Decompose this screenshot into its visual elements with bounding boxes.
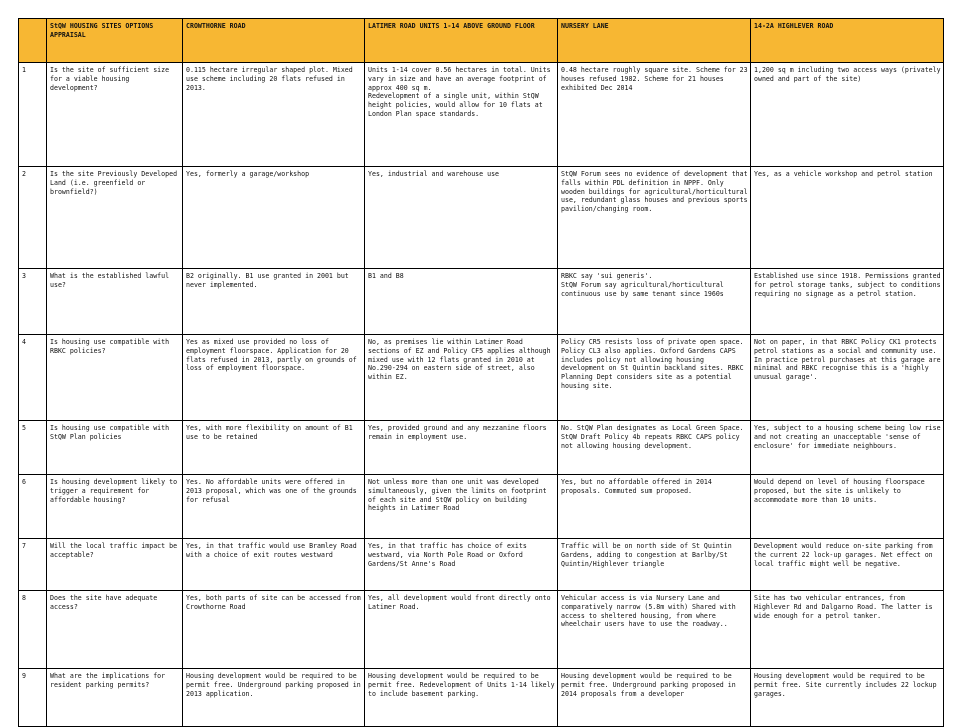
answer-latimer: Yes, all development would front directly onto Latimer Road. bbox=[365, 591, 558, 669]
row-question: Will the local traffic impact be acceptable? bbox=[47, 539, 183, 591]
table-row bbox=[19, 539, 944, 591]
table-row bbox=[19, 591, 944, 669]
answer-nursery: No. StQW Plan designates as Local Green Space. StQW Draft Policy 4b repeats RBKC CAPS policy not allowing housing development. bbox=[558, 421, 751, 475]
answer-highlever: Not on paper, in that RBKC Policy CK1 protects petrol stations as a social and community use. In practice petrol purchases at this garage are minimal and RBKC recognise this is a 'highly unusual garage'. bbox=[751, 335, 944, 421]
answer-crowthorne: 0.115 hectare irregular shaped plot. Mixed use scheme including 20 flats refused in 2013. bbox=[183, 63, 365, 167]
answer-crowthorne: Yes, both parts of site can be accessed from Crowthorne Road bbox=[183, 591, 365, 669]
answer-highlever: Housing development would be required to be permit free. Site currently includes 22 lockup garages. bbox=[751, 669, 944, 727]
row-question: What are the implications for resident parking permits? bbox=[47, 669, 183, 727]
table-row bbox=[19, 421, 944, 475]
answer-latimer: Yes, industrial and warehouse use bbox=[365, 167, 558, 269]
row-question: Is the site of sufficient size for a viable housing development? bbox=[47, 63, 183, 167]
header-number-cell bbox=[19, 19, 47, 63]
row-number: 1 bbox=[19, 63, 47, 167]
table-row bbox=[19, 475, 944, 539]
table-row bbox=[19, 63, 944, 167]
table-row bbox=[19, 669, 944, 727]
answer-highlever: Would depend on level of housing floorspace proposed, but the site is unlikely to accommodate more than 10 units. bbox=[751, 475, 944, 539]
answer-highlever: 1,200 sq m including two access ways (privately owned and part of the site) bbox=[751, 63, 944, 167]
row-question: Is housing use compatible with RBKC policies? bbox=[47, 335, 183, 421]
answer-latimer: B1 and B8 bbox=[365, 269, 558, 335]
answer-nursery: Traffic will be on north side of St Quintin Gardens, adding to congestion at Barlby/St Quintin/Highlever triangle bbox=[558, 539, 751, 591]
row-question: What is the established lawful use? bbox=[47, 269, 183, 335]
header-title-cell: StQW HOUSING SITES OPTIONS APPRAISAL bbox=[47, 19, 183, 63]
header-site-crowthorne: CROWTHORNE ROAD bbox=[183, 19, 365, 63]
answer-nursery: StQW Forum sees no evidence of development that falls within PDL definition in NPPF. Only wooden buildings for agricultural/horticultural use, redundant glass houses and previous sports pavilion/changing room. bbox=[558, 167, 751, 269]
answer-latimer: No, as premises lie within Latimer Road sections of EZ and Policy CF5 applies although mixed use with 12 flats granted in 2010 at No.290-294 on eastern side of street, also within EZ. bbox=[365, 335, 558, 421]
answer-crowthorne: Yes, in that traffic would use Bramley Road with a choice of exit routes westward bbox=[183, 539, 365, 591]
row-number: 2 bbox=[19, 167, 47, 269]
header-site-highlever: 14-2A HIGHLEVER ROAD bbox=[751, 19, 944, 63]
answer-highlever: Development would reduce on-site parking from the current 22 lock-up garages. Net effect on local traffic might well be negative. bbox=[751, 539, 944, 591]
header-site-latimer: LATIMER ROAD UNITS 1-14 ABOVE GROUND FLOOR bbox=[365, 19, 558, 63]
row-number: 6 bbox=[19, 475, 47, 539]
row-number: 3 bbox=[19, 269, 47, 335]
answer-nursery: Yes, but no affordable offered in 2014 proposals. Commuted sum proposed. bbox=[558, 475, 751, 539]
answer-highlever: Yes, as a vehicle workshop and petrol station bbox=[751, 167, 944, 269]
answer-crowthorne: Yes, formerly a garage/workshop bbox=[183, 167, 365, 269]
row-question: Is the site Previously Developed Land (i.e. greenfield or brownfield?) bbox=[47, 167, 183, 269]
answer-nursery: Housing development would be required to be permit free. Underground parking proposed in 2014 proposals from a developer bbox=[558, 669, 751, 727]
table-row bbox=[19, 335, 944, 421]
row-number: 9 bbox=[19, 669, 47, 727]
answer-highlever: Site has two vehicular entrances, from Highlever Rd and Dalgarno Road. The latter is wide enough for a petrol tanker. bbox=[751, 591, 944, 669]
table-row bbox=[19, 269, 944, 335]
header-site-nursery: NURSERY LANE bbox=[558, 19, 751, 63]
header-row bbox=[19, 19, 944, 63]
answer-latimer: Yes, in that traffic has choice of exits westward, via North Pole Road or Oxford Gardens/St Anne's Road bbox=[365, 539, 558, 591]
answer-highlever: Yes, subject to a housing scheme being low rise and not creating an unacceptable 'sense of enclosure' for immediate neighbours. bbox=[751, 421, 944, 475]
answer-nursery: Vehicular access is via Nursery Lane and comparatively narrow (5.8m with) Shared with access to sheltered housing, from where wheelchair users have to use the roadway.. bbox=[558, 591, 751, 669]
answer-highlever: Established use since 1918. Permissions granted for petrol storage tanks, subject to conditions requiring no signage as a petrol station. bbox=[751, 269, 944, 335]
answer-nursery: RBKC say 'sui generis'. StQW Forum say agricultural/horticultural continuous use by same tenant since 1960s bbox=[558, 269, 751, 335]
answer-crowthorne: Yes. No affordable units were offered in 2013 proposal, which was one of the grounds for refusal bbox=[183, 475, 365, 539]
answer-crowthorne: Yes as mixed use provided no loss of employment floorspace. Application for 20 flats refused in 2013, partly on grounds of loss of employment floorspace. bbox=[183, 335, 365, 421]
row-question: Does the site have adequate access? bbox=[47, 591, 183, 669]
row-number: 8 bbox=[19, 591, 47, 669]
answer-latimer: Housing development would be required to be permit free. Redevelopment of Units 1-14 likely to include basement parking. bbox=[365, 669, 558, 727]
appraisal-table bbox=[18, 18, 944, 727]
answer-nursery: Policy CR5 resists loss of private open space. Policy CL3 also applies. Oxford Gardens CAPS includes policy not allowing housing development on St Quintin backland sites. RBKC Planning Dept considers site as a potential housing site. bbox=[558, 335, 751, 421]
answer-latimer: Not unless more than one unit was developed simultaneously, given the limits on footprint of each site and StQW policy on building heights in Latimer Road bbox=[365, 475, 558, 539]
answer-nursery: 0.48 hectare roughly square site. Scheme for 23 houses refused 1982. Scheme for 21 houses exhibited Dec 2014 bbox=[558, 63, 751, 167]
answer-crowthorne: B2 originally. B1 use granted in 2001 but never implemented. bbox=[183, 269, 365, 335]
answer-latimer: Yes, provided ground and any mezzanine floors remain in employment use. bbox=[365, 421, 558, 475]
row-question: Is housing development likely to trigger a requirement for affordable housing? bbox=[47, 475, 183, 539]
answer-latimer: Units 1-14 cover 0.56 hectares in total. Units vary in size and have an average footprint of approx 400 sq m. Redevelopment of a single unit, within StQW height policies, would allow for 10 flats at London Plan space standards. bbox=[365, 63, 558, 167]
answer-crowthorne: Housing development would be required to be permit free. Underground parking proposed in 2013 application. bbox=[183, 669, 365, 727]
row-number: 5 bbox=[19, 421, 47, 475]
row-number: 7 bbox=[19, 539, 47, 591]
row-number: 4 bbox=[19, 335, 47, 421]
table-row bbox=[19, 167, 944, 269]
row-question: Is housing use compatible with StQW Plan policies bbox=[47, 421, 183, 475]
answer-crowthorne: Yes, with more flexibility on amount of B1 use to be retained bbox=[183, 421, 365, 475]
